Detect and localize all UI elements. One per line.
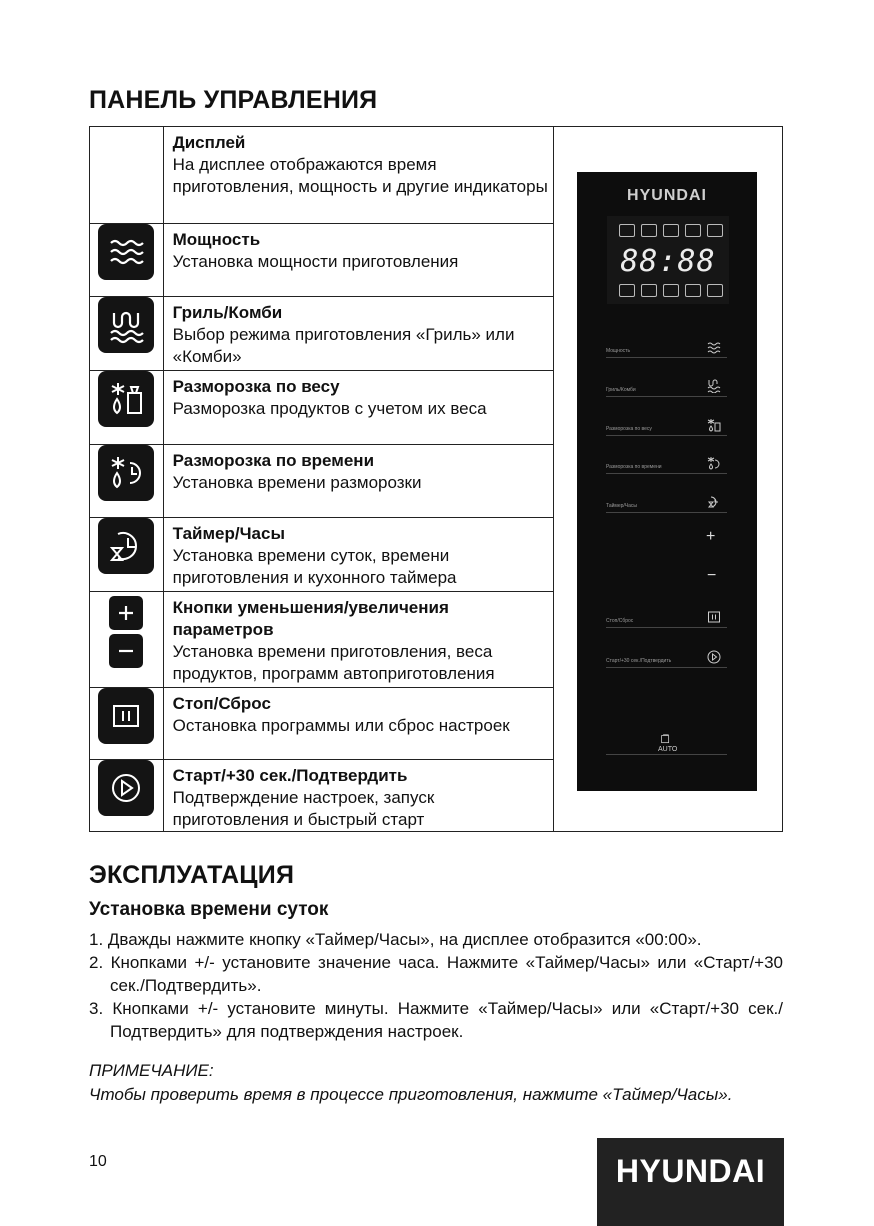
note-text: Чтобы проверить время в процессе приготовления, нажмите «Таймер/Часы». <box>89 1085 733 1104</box>
brand-logo: HYUNDAI <box>597 1138 784 1226</box>
auto-icon <box>660 734 671 745</box>
device-minus-button[interactable]: − <box>707 567 717 584</box>
section-subtitle: Установка времени суток <box>89 899 329 920</box>
row-desc: Установка времени разморозки <box>172 473 422 492</box>
steps-list <box>89 928 783 1043</box>
defrost-time-icon <box>98 445 154 501</box>
auto-weight-indicator-icon <box>707 224 723 237</box>
row-title: Разморозка по весу <box>172 377 340 396</box>
row-desc: Установка мощности приготовления <box>172 252 459 271</box>
waves-icon <box>98 224 154 280</box>
row-desc: Подтверждение настроек, запуск приготовления и быстрый старт <box>172 788 435 829</box>
list-item: 2. Кнопками +/- установите значение часа. Нажмите «Таймер/Часы» или «Старт/+30 сек./Подтвердить». <box>89 953 783 995</box>
page-title: ПАНЕЛЬ УПРАВЛЕНИЯ <box>89 86 378 114</box>
device-timer-button[interactable]: Таймер/Часы <box>606 494 727 513</box>
plus-icon <box>109 596 143 630</box>
device-power-button[interactable]: Мощность <box>606 339 727 358</box>
clock-indicator-icon <box>619 284 635 297</box>
list-item: 3. Кнопками +/- установите минуты. Нажмите «Таймер/Часы» или «Старт/+30 сек./Подтвердить» для подтверждения настроек. <box>89 999 783 1041</box>
defrost-time-icon <box>707 456 721 470</box>
stop-icon <box>98 688 154 744</box>
power-indicator-icon <box>619 224 635 237</box>
timer-icon <box>707 495 721 509</box>
row-title: Старт/+30 сек./Подтвердить <box>172 766 408 785</box>
stop-icon <box>707 610 721 624</box>
row-desc: Установка времени суток, времени приготовления и кухонного таймера <box>172 546 457 587</box>
auto-indicator-icon <box>663 284 679 297</box>
device-stop-button[interactable]: Стоп/Сброс <box>606 609 727 628</box>
grill-icon <box>707 379 721 393</box>
row-title: Стоп/Сброс <box>172 694 271 713</box>
row-title: Мощность <box>172 230 261 249</box>
page-number: 10 <box>89 1153 107 1170</box>
row-desc: Остановка программы или сброс настроек <box>172 716 510 735</box>
device-defrost-weight-button[interactable]: Разморозка по весу <box>606 417 727 436</box>
row-desc: На дисплее отображаются время приготовления, мощность и другие индикаторы <box>172 155 548 196</box>
row-title: Гриль/Комби <box>172 303 283 322</box>
device-auto-button[interactable]: AUTO <box>606 734 727 755</box>
row-title: Разморозка по времени <box>172 451 375 470</box>
device-display <box>607 216 729 304</box>
start-icon <box>707 650 721 664</box>
row-desc: Разморозка продуктов с учетом их веса <box>172 399 487 418</box>
start-icon <box>98 760 154 816</box>
row-title: Дисплей <box>172 133 246 152</box>
minus-icon <box>109 634 143 668</box>
lock-indicator-icon <box>685 284 701 297</box>
device-plus-button[interactable]: + <box>706 528 716 545</box>
grill-icon <box>98 297 154 353</box>
defrost-indicator-icon <box>663 224 679 237</box>
section-title: ЭКСПЛУАТАЦИЯ <box>89 861 295 889</box>
device-panel <box>577 172 757 791</box>
row-desc: Установка времени приготовления, веса продуктов, программ автоприготовления <box>172 642 495 683</box>
note-heading: ПРИМЕЧАНИЕ: <box>89 1061 214 1080</box>
display-digits: 88:88 <box>620 244 716 279</box>
list-item: 1. Дважды нажмите кнопку «Таймер/Часы», на дисплее отобразится «00:00». <box>89 930 702 949</box>
device-defrost-time-button[interactable]: Разморозка по времени <box>606 455 727 474</box>
defrost-weight-icon <box>98 371 154 427</box>
row-title: Таймер/Часы <box>172 524 285 543</box>
waves-icon <box>707 340 721 354</box>
device-grill-button[interactable]: Гриль/Комби <box>606 378 727 397</box>
defrost-weight-icon <box>707 418 721 432</box>
row-desc: Выбор режима приготовления «Гриль» или «Комби» <box>172 325 515 366</box>
row-title: Кнопки уменьшения/увеличения параметров <box>172 598 449 639</box>
defrost-time-indicator-icon <box>685 224 701 237</box>
icon-cell-empty <box>90 127 164 224</box>
grill-indicator-icon <box>641 224 657 237</box>
gram-indicator-icon <box>707 284 723 297</box>
device-start-button[interactable]: Старт/+30 сек./Подтвердить <box>606 649 727 668</box>
alarm-indicator-icon <box>641 284 657 297</box>
timer-icon <box>98 518 154 574</box>
device-brand: HYUNDAI <box>627 187 707 204</box>
